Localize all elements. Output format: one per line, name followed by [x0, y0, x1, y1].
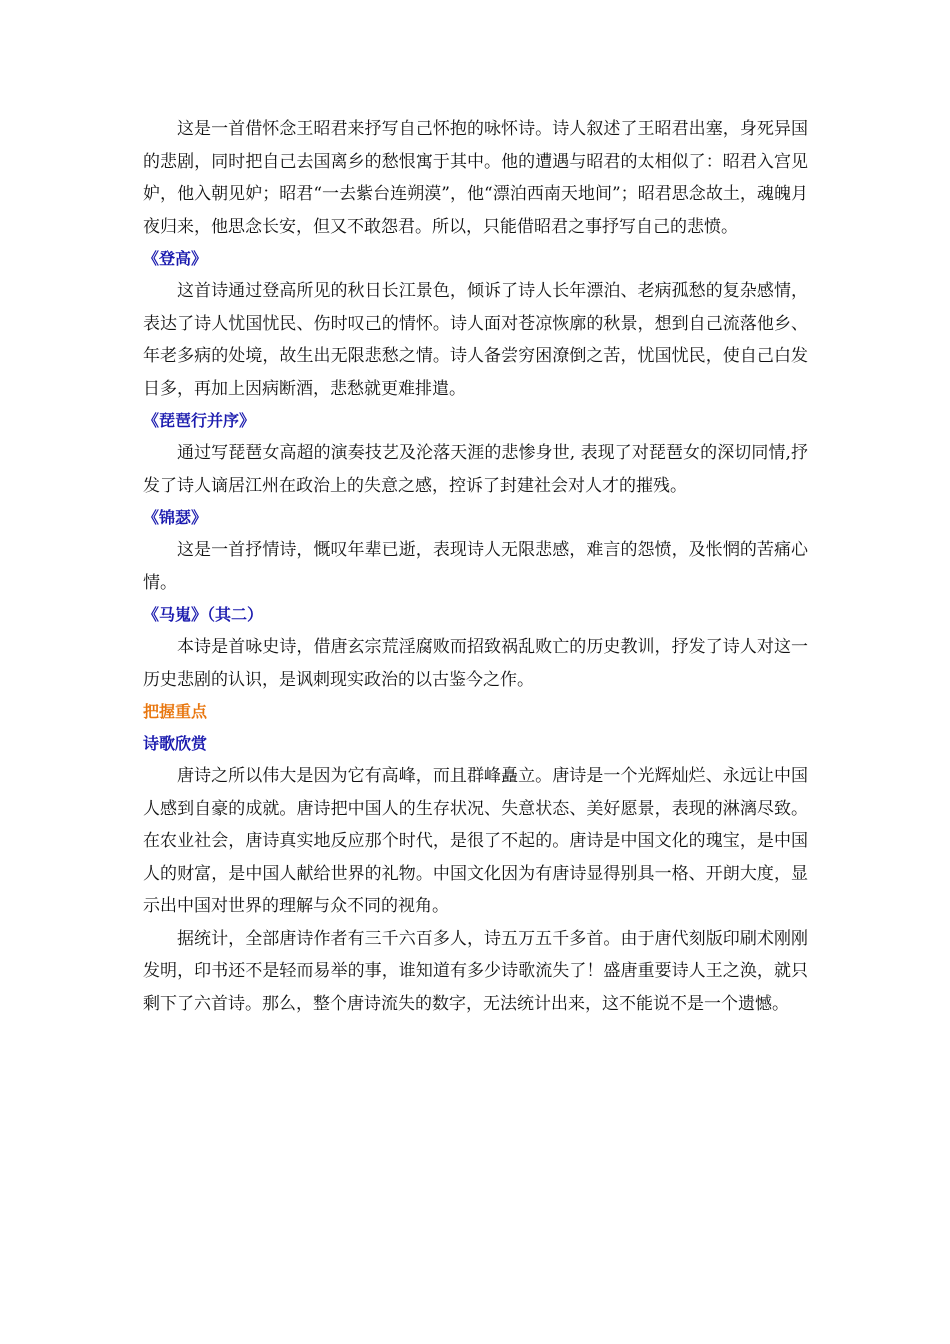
jinse-heading: 《锦瑟》 — [143, 508, 208, 527]
denggao-heading: 《登高》 — [143, 249, 208, 268]
mawei-paragraph: 本诗是首咏史诗，借唐玄宗荒淫腐败而招致祸乱败亡的历史教训，抒发了诗人对这一历史悲剧的认识，是讽刺现实政治的以古鉴今之作。 — [143, 637, 808, 690]
appreciation-heading: 诗歌欣赏 — [143, 734, 208, 753]
key-points-heading: 把握重点 — [143, 702, 208, 721]
denggao-paragraph: 这首诗通过登高所见的秋日长江景色，倾诉了诗人长年漂泊、老病孤愁的复杂感情，表达了诗人忧国忧民、伤时叹己的情怀。诗人面对苍凉恢廓的秋景，想到自己流落他乡、年老多病的处境，故生出无限悲愁之情。诗人备尝穷困潦倒之苦，忧国忧民，使自己白发日多，再加上因病断酒，悲愁就更难排遣。 — [143, 281, 808, 399]
appreciation-paragraph-2: 据统计，全部唐诗作者有三千六百多人，诗五万五千多首。由于唐代刻版印刷术刚刚发明，印书还不是轻而易举的事，谁知道有多少诗歌流失了！盛唐重要诗人王之涣，就只剩下了六首诗。那么，整个唐诗流失的数字，无法统计出来，这不能说不是一个遗憾。 — [143, 928, 808, 1014]
intro-paragraph: 这是一首借怀念王昭君来抒写自己怀抱的咏怀诗。诗人叙述了王昭君出塞，身死异国的悲剧，同时把自己去国离乡的愁恨寓于其中。他的遭遇与昭君的太相似了：昭君入宫见妒，他入朝见妒；昭君“一去紫台连朔漠”，他“漂泊西南天地间”；昭君思念故土，魂魄月夜归来，他思念长安，但又不敢怨君。所以，只能借昭君之事抒写自己的悲愤。 — [143, 119, 808, 237]
document-body — [143, 113, 808, 1020]
jinse-paragraph: 这是一首抒情诗，慨叹年辈已逝，表现诗人无限悲感，难言的怨愤，及怅惘的苦痛心情。 — [143, 540, 808, 593]
pipa-heading: 《琵琶行并序》 — [143, 411, 256, 430]
mawei-heading: 《马嵬》（其二） — [143, 605, 264, 624]
appreciation-paragraph-1: 唐诗之所以伟大是因为它有高峰，而且群峰矗立。唐诗是一个光辉灿烂、永远让中国人感到自豪的成就。唐诗把中国人的生存状况、失意状态、美好愿景，表现的淋漓尽致。在农业社会，唐诗真实地反应那个时代，是很了不起的。唐诗是中国文化的瑰宝，是中国人的财富，是中国人献给世界的礼物。中国文化因为有唐诗显得别具一格、开朗大度，显示出中国对世界的理解与众不同的视角。 — [143, 766, 808, 916]
pipa-paragraph: 通过写琵琶女高超的演奏技艺及沦落天涯的悲惨身世, 表现了对琵琶女的深切同情,抒发了诗人谪居江州在政治上的失意之感，控诉了封建社会对人才的摧残。 — [143, 443, 808, 496]
